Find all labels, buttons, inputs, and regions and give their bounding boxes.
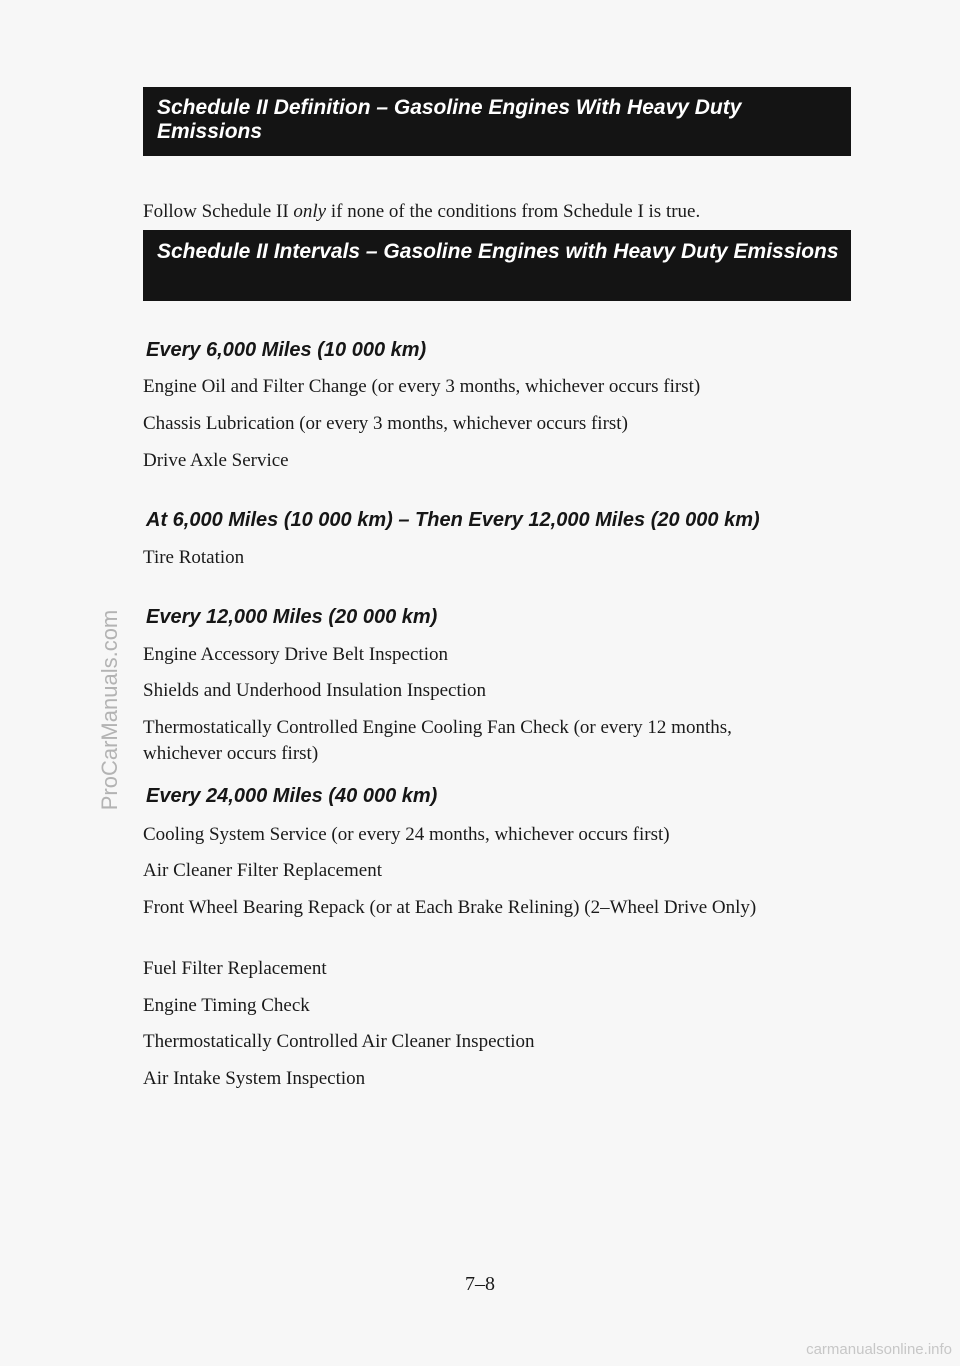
list-item: Tire Rotation <box>143 547 245 568</box>
list-item: Engine Oil and Filter Change (or every 3 months, whichever occurs first) <box>143 376 701 397</box>
definition-text-after: if none of the conditions from Schedule I is true. <box>326 201 701 222</box>
section-heading-24000: Every 24,000 Miles (40 000 km) <box>146 785 438 807</box>
side-watermark: ProCarManuals.com <box>97 609 122 811</box>
list-item: Air Intake System Inspection <box>143 1068 366 1089</box>
list-item: Drive Axle Service <box>143 450 289 471</box>
list-item: Thermostatically Controlled Engine Cooling Fan Check (or every 12 months, whichever occurs first) <box>143 717 732 764</box>
list-item: Engine Accessory Drive Belt Inspection <box>143 644 448 665</box>
footer-watermark: carmanualsonline.info <box>806 1341 952 1358</box>
list-item: Shields and Underhood Insulation Inspection <box>143 680 487 701</box>
definition-text-before: Follow Schedule II <box>143 201 294 222</box>
list-item: Cooling System Service (or every 24 months, whichever occurs first) <box>143 824 670 845</box>
list-item: Chassis Lubrication (or every 3 months, whichever occurs first) <box>143 413 628 434</box>
page-number: 7–8 <box>465 1273 495 1295</box>
schedule-intervals-banner: Schedule II Intervals – Gasoline Engines with Heavy Duty Emissions <box>143 230 851 301</box>
list-item: Engine Timing Check <box>143 995 310 1016</box>
list-item: Air Cleaner Filter Replacement <box>143 860 382 881</box>
definition-text-emphasis: only <box>293 201 327 222</box>
definition-paragraph <box>143 199 853 225</box>
list-item: Fuel Filter Replacement <box>143 958 327 979</box>
schedule-definition-banner: Schedule II Definition – Gasoline Engines With Heavy Duty Emissions <box>143 87 851 156</box>
list-item: Thermostatically Controlled Air Cleaner Inspection <box>143 1031 535 1052</box>
list-item: Front Wheel Bearing Repack (or at Each Brake Relining) (2–Wheel Drive Only) <box>143 897 757 918</box>
section-heading-12000: Every 12,000 Miles (20 000 km) <box>146 606 438 628</box>
section-heading-6000-then-12000: At 6,000 Miles (10 000 km) – Then Every 12,000 Miles (20 000 km) <box>146 509 760 531</box>
section-heading-6000: Every 6,000 Miles (10 000 km) <box>146 339 427 361</box>
